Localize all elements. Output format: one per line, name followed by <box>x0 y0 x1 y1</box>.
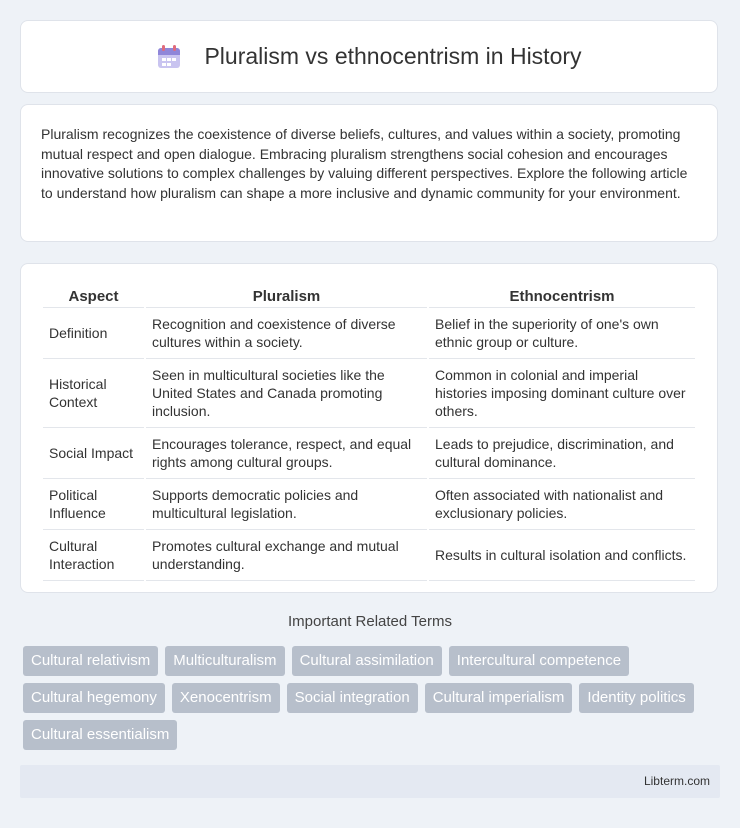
cell-pluralism: Encourages tolerance, respect, and equal rights among cultural groups. <box>146 428 427 479</box>
footer <box>20 765 720 798</box>
cell-pluralism: Recognition and coexistence of diverse cultures within a society. <box>146 308 427 359</box>
comparison-card <box>20 263 718 593</box>
table-row <box>43 530 695 581</box>
related-term-tag[interactable]: Identity politics <box>579 683 693 713</box>
intro-text: Pluralism recognizes the coexistence of diverse beliefs, cultures, and values within a society, promoting mutual respect and open dialogue. Embracing pluralism strengthens social cohesion and encourages innovative solutions to complex challenges by valuing different perspectives. Explore the following article to understand how pluralism can shape a more inclusive and dynamic community for your environment. <box>41 126 688 201</box>
footer-site-link[interactable]: Libterm.com <box>643 774 710 788</box>
header-pluralism: Pluralism <box>146 284 427 308</box>
cell-aspect: Political Influence <box>43 479 144 530</box>
related-term-tag[interactable]: Xenocentrism <box>172 683 280 713</box>
table-row <box>43 428 695 479</box>
cell-aspect: Cultural Interaction <box>43 530 144 581</box>
related-term-tag[interactable]: Cultural hegemony <box>23 683 165 713</box>
page-title: Pluralism vs ethnocentrism in History <box>204 43 582 69</box>
related-terms-title: Important Related Terms <box>288 613 452 630</box>
cell-pluralism: Supports democratic policies and multicultural legislation. <box>146 479 427 530</box>
table-row <box>43 308 695 359</box>
header-aspect: Aspect <box>43 284 144 308</box>
related-term-tag[interactable]: Cultural imperialism <box>425 683 573 713</box>
related-term-tag[interactable]: Social integration <box>287 683 418 713</box>
cell-aspect: Historical Context <box>43 359 144 428</box>
table-header-row <box>43 284 695 308</box>
comparison-table <box>41 284 697 581</box>
header-ethnocentrism: Ethnocentrism <box>429 284 695 308</box>
header-card <box>20 20 718 93</box>
cell-pluralism: Seen in multicultural societies like the United States and Canada promoting inclusion. <box>146 359 427 428</box>
table-row <box>43 479 695 530</box>
cell-aspect: Definition <box>43 308 144 359</box>
intro-card <box>20 104 718 242</box>
cell-ethnocentrism: Results in cultural isolation and conflicts. <box>429 530 695 581</box>
cell-ethnocentrism: Often associated with nationalist and exclusionary policies. <box>429 479 695 530</box>
cell-ethnocentrism: Common in colonial and imperial histories imposing dominant culture over others. <box>429 359 695 428</box>
cell-ethnocentrism: Leads to prejudice, discrimination, and cultural dominance. <box>429 428 695 479</box>
cell-ethnocentrism: Belief in the superiority of one's own ethnic group or culture. <box>429 308 695 359</box>
table-row <box>43 359 695 428</box>
calendar-icon <box>156 44 182 70</box>
related-term-tag[interactable]: Multiculturalism <box>165 646 284 676</box>
cell-aspect: Social Impact <box>43 428 144 479</box>
related-term-tag[interactable]: Cultural essentialism <box>23 720 177 750</box>
related-term-tag[interactable]: Intercultural competence <box>449 646 629 676</box>
related-terms-list <box>23 646 723 757</box>
related-term-tag[interactable]: Cultural relativism <box>23 646 158 676</box>
related-term-tag[interactable]: Cultural assimilation <box>292 646 442 676</box>
cell-pluralism: Promotes cultural exchange and mutual understanding. <box>146 530 427 581</box>
